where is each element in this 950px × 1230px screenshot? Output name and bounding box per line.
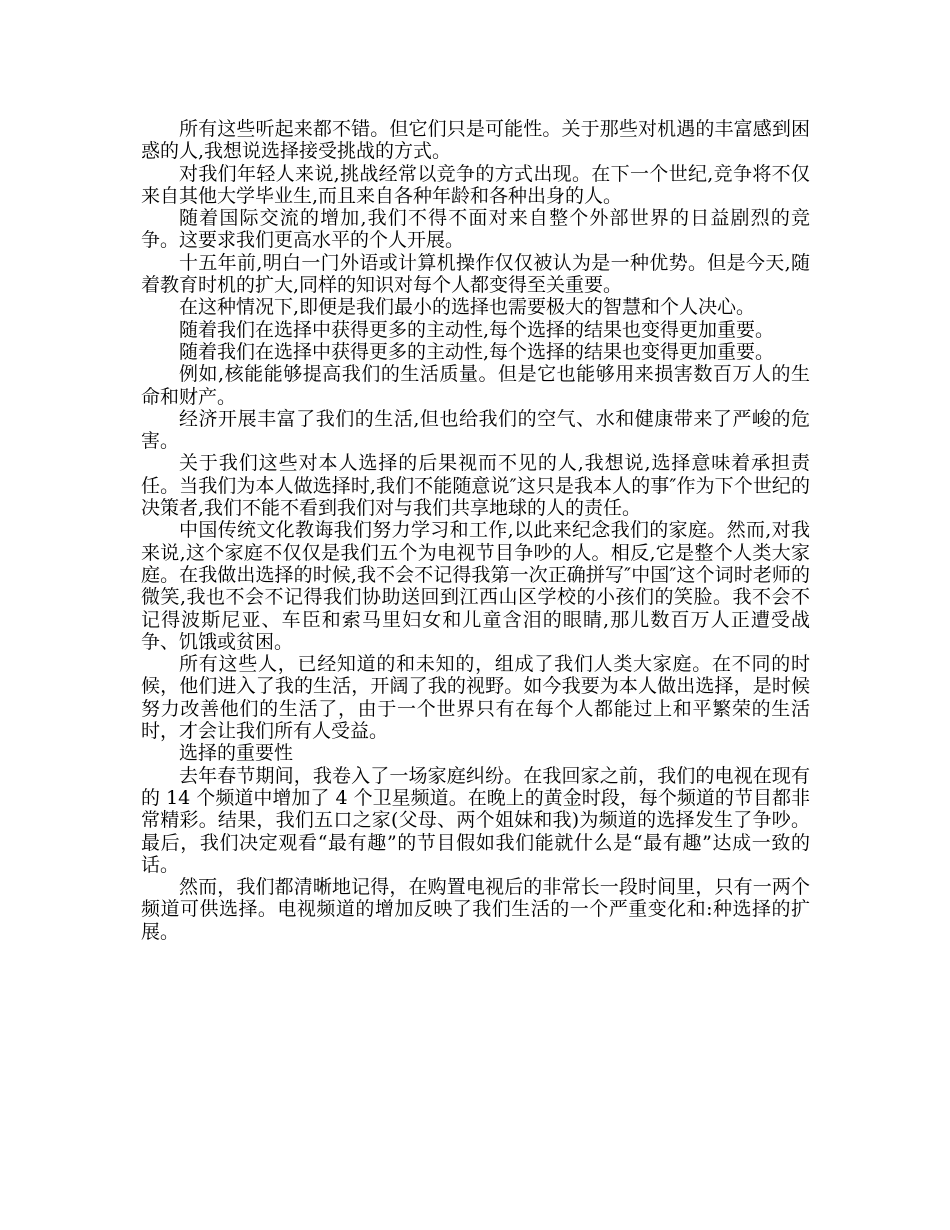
paragraph-nuclear-energy: 例如,核能能够提高我们的生活质量。但是它也能够用来损害数百万人的生命和财产。	[141, 363, 810, 408]
paragraph-all-these-people: 所有这些人，已经知道的和未知的，组成了我们人类大家庭。在不同的时候，他们进入了我的生活，开阔了我的视野。如今我要为本人做出选择，是时候努力改善他们的生活了，由于一个世界只有在每个人都能过上和平繁荣的生活时，才会让我们所有人受益。	[141, 653, 810, 743]
paragraph-opportunities: 所有这些听起来都不错。但它们只是可能性。关于那些对机遇的丰富感到困惑的人,我想说选择接受挑战的方式。	[141, 118, 810, 163]
document-body	[141, 118, 810, 943]
paragraph-human-family: 中国传统文化教诲我们努力学习和工作,以此来纪念我们的家庭。然而,对我来说,这个家庭不仅仅是我们五个为电视节目争吵的人。相反,它是整个人类大家庭。在我做出选择的时候,我不会不记得我第一次正确拼写″中国″这个词时老师的微笑,我也不会不记得我们协助送回到江西山区学校的小孩们的笑脸。我不会不记得波斯尼亚、车臣和索马里妇女和儿童含泪的眼睛,那儿数百万人正遭受战争、饥饿或贫困。	[141, 519, 810, 653]
paragraph-competition: 对我们年轻人来说,挑战经常以竞争的方式出现。在下一个世纪,竞争将不仅来自其他大学毕业生,而且来自各种年龄和各种出身的人。	[141, 162, 810, 207]
paragraph-fifteen-years-ago: 十五年前,明白一门外语或计算机操作仅仅被认为是一种优势。但是今天,随着教育时机的扩大,同样的知识对每个人都变得至关重要。	[141, 251, 810, 297]
paragraph-wisdom-and-resolve: 在这种情况下,即便是我们最小的选择也需要极大的智慧和个人决心。	[179, 296, 756, 319]
paragraph-initiative-repeat: 随着我们在选择中获得更多的主动性,每个选择的结果也变得更加重要。	[179, 340, 775, 363]
section-heading-importance-of-choice: 选择的重要性	[179, 742, 294, 765]
paragraph-spring-festival: 去年春节期间，我卷入了一场家庭纠纷。在我回家之前，我们的电视在现有的 14 个频道中增加了 4 个卫星频道。在晚上的黄金时段，每个频道的节目都非常精彩。结果，我们五口之家(父母、两个姐妹和我)为频道的选择发生了争吵。最后，我们决定观看“最有趣”的节目假如我们能就什么是“最有趣”达成一致的话。	[141, 764, 810, 876]
paragraph-economic-development: 经济开展丰富了我们的生活,但也给我们的空气、水和健康带来了严峻的危害。	[141, 407, 810, 453]
paragraph-responsibility: 关于我们这些对本人选择的后果视而不见的人,我想说,选择意味着承担责任。当我们为本人做选择时,我们不能随意说″这只是我本人的事″作为下个世纪的决策者,我们不能不看到我们对与我们共享地球的人的责任。	[141, 452, 810, 520]
paragraph-initiative: 随着我们在选择中获得更多的主动性,每个选择的结果也变得更加重要。	[179, 318, 775, 341]
paragraph-tv-channels: 然而，我们都清晰地记得，在购置电视后的非常长一段时间里，只有一两个频道可供选择。电视频道的增加反映了我们生活的一个严重变化和:种选择的扩展。	[141, 876, 810, 943]
paragraph-international-exchange: 随着国际交流的增加,我们不得不面对来自整个外部世界的日益剧烈的竞争。这要求我们更高水平的个人开展。	[141, 207, 810, 252]
